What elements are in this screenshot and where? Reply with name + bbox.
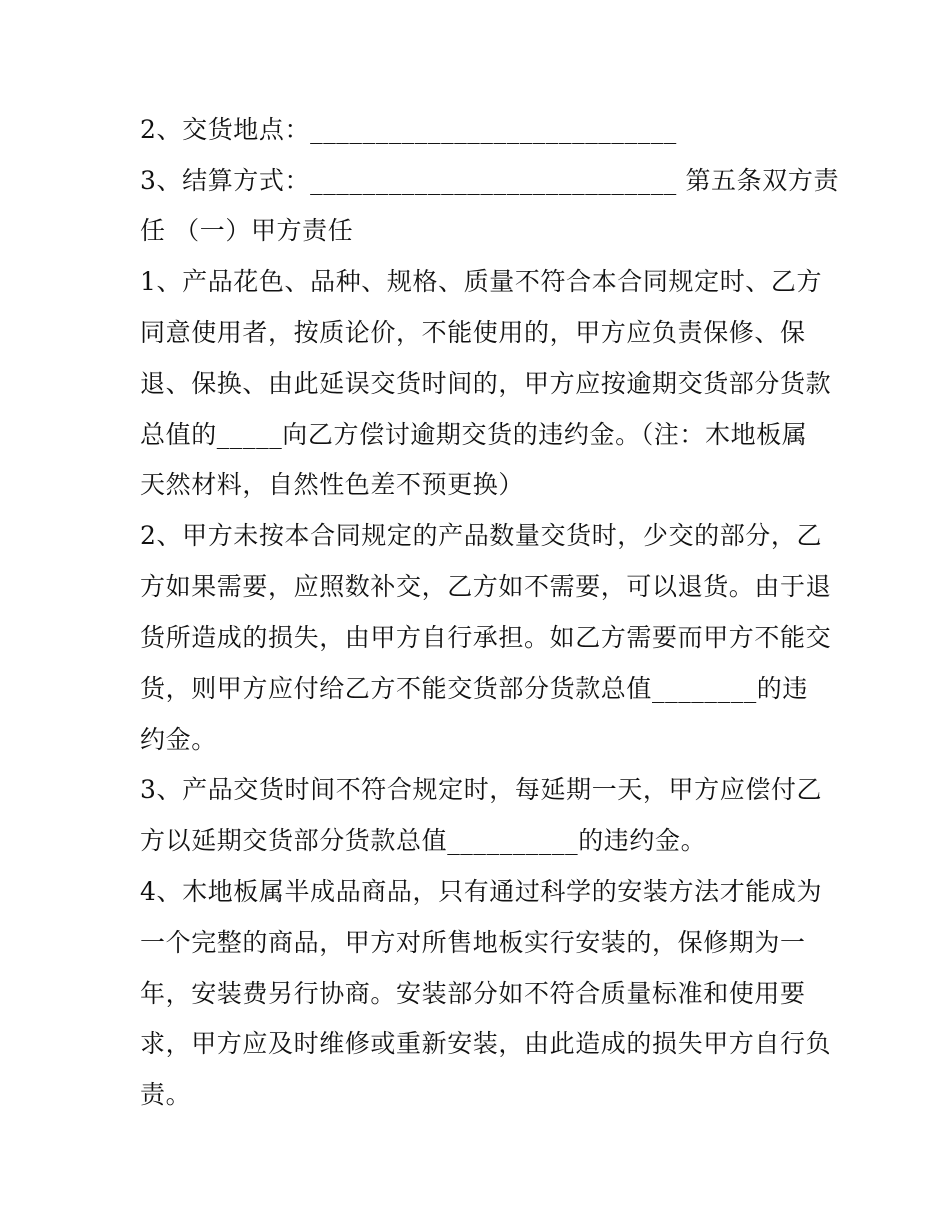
- text-line: 3、结算方式：____________________________ 第五条双方责: [140, 166, 840, 195]
- text-line: 年，安装费另行协商。安装部分如不符合质量标准和使用要: [140, 979, 806, 1008]
- text-line: 任 （一）甲方责任: [140, 216, 354, 245]
- text-line: 求，甲方应及时维修或重新安装，由此造成的损失甲方自行负: [140, 1029, 832, 1058]
- text-line: 方以延期交货部分货款总值__________的违约金。: [140, 826, 707, 855]
- text-line: 总值的_____向乙方偿讨逾期交货的违约金。（注：木地板属: [140, 420, 808, 449]
- text-line: 约金。: [140, 725, 217, 754]
- text-line: 天然材料，自然性色差不预更换）: [140, 470, 525, 499]
- text-line: 2、甲方未按本合同规定的产品数量交货时，少交的部分，乙: [140, 521, 823, 550]
- text-line: 同意使用者，按质论价，不能使用的，甲方应负责保修、保: [140, 318, 806, 347]
- text-line: 4、木地板属半成品商品，只有通过科学的安装方法才能成为: [140, 877, 823, 906]
- text-line: 货所造成的损失，由甲方自行承担。如乙方需要而甲方不能交: [140, 623, 832, 652]
- text-line: 1、产品花色、品种、规格、质量不符合本合同规定时、乙方: [140, 267, 823, 296]
- text-line: 退、保换、由此延误交货时间的，甲方应按逾期交货部分货款: [140, 369, 832, 398]
- text-line: 2、交货地点：____________________________: [140, 115, 677, 144]
- text-line: 货，则甲方应付给乙方不能交货部分货款总值________的违: [140, 674, 809, 703]
- text-line: 方如果需要，应照数补交，乙方如不需要，可以退货。由于退: [140, 572, 832, 601]
- text-line: 3、产品交货时间不符合规定时，每延期一天，甲方应偿付乙: [140, 775, 823, 804]
- text-line: 一个完整的商品，甲方对所售地板实行安装的，保修期为一: [140, 928, 806, 957]
- text-line: 责。: [140, 1080, 192, 1109]
